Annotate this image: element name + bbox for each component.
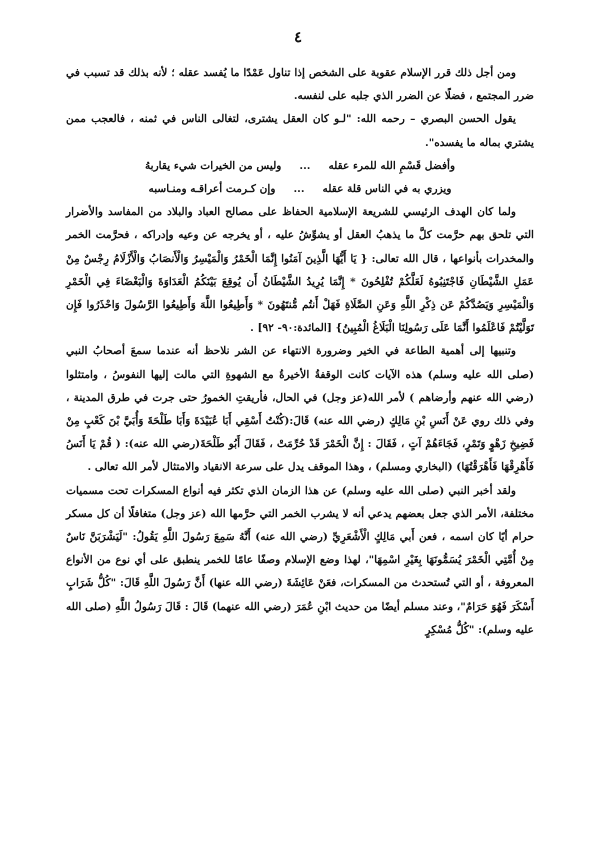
paragraph-quote: يقول الحسن البصري – رحمه الله: "لـو كان العقل يشترى، لتغالى الناس في ثمنه ، فالعجب ممن يشتري بماله ما يفسده". [66, 113, 534, 149]
verse-second-hemistich: وليس من الخيرات شيء يقاربهُ [144, 159, 282, 172]
page-body [66, 62, 534, 642]
page-number: ٤ [293, 28, 303, 46]
paragraph-intoxicants: ولقد أخبر النبي (صلى الله عليه وسلم) عن هذا الزمان الذي تكثر فيه أنواع المسكرات تحت مسميات مختلفة، الأمر الذي جعل بعضهم يدعي أنه لا يشرب الخمر التي حرَّمها الله (عز وجل) متغافلًا أن كل مسكر حرام أيًا كان اسمه ، فعن أَبي مَالِكٍ الْأَشْعَرِيِّ (رضي الله عنه) أَنَّهُ سَمِعَ رَسُولَ اللَّهِ يَقُولُ: "لَيَشْرَبَنَّ نَاسٌ مِنْ أُمَّتِي الْخَمْرَ يُسَمُّونَهَا بِغَيْرِ اسْمِهَا"، لهذا وضع الإسلام وصفًا عامًا للخمر ينطبق على أي نوع من الأنواع المعروفة ، أو التي تُستحدث من المسكرات، فعَنْ عَائِشَةَ (رضي الله عنها) أَنَّ رَسُولَ اللَّهِ قَالَ: "كُلُّ شَرَابٍ أَسْكَرَ فَهُوَ حَرَامٌ"، وعند مسلم أيضًا من حديث ابْنِ عُمَرَ (رضي الله عنهما) قَالَ : قَالَ رَسُولُ اللَّهِ (صلى الله عليه وسلم): "كُلُّ مُسْكِرٍ [66, 484, 534, 636]
poem-verses [66, 155, 534, 201]
verse-first-hemistich: وأفضل قَسْمِ الله للمرء عقله [328, 159, 456, 172]
paragraph-intro: ومن أجل ذلك قرر الإسلام عقوبة على الشخص إذا تناول عَمْدًا ما يُفسد عقله ؛ لأنه بذلك قد تسبب في ضرر المجتمع ، فضلًا عن الضرر الذي جلبه على لنفسه. [66, 67, 534, 103]
poem-verse-row [66, 178, 534, 201]
paragraph-obedience: وتنبيها إلى أهمية الطاعة في الخير وضرورة الانتهاء عن الشر نلاحظ أنه عندما سمعَ أصحابُ النبي (صلى الله عليه وسلم) هذه الآيات كانت الوقفةُ الأخيرةُ مع الشهوةِ التي مالت إليها النفوسُ ، وامتثلوا (رضي الله عنهم وأرضاهم ) لأمر الله(عز وجل) في الحال، فأريقتِ الخمورُ حتى جرت في طرق المدينة ، وفي ذلك روي عَنْ أَنَسِ بْنِ مَالِكٍ (رضي الله عنه) قَالَ:(كُنْتُ أَسْقِي أَبَا عُبَيْدَةَ وَأَبَا طَلْحَةَ وَأُبَيَّ بْنَ كَعْبٍ مِنْ فَضِيخِ زَهْوٍ وَتَمْرٍ، فَجَاءَهُمْ آتٍ ، فَقَالَ : إِنَّ الْخَمْرَ قَدْ حُرِّمَتْ ، فَقَالَ أَبُو طَلْحَةَ(رضي الله عنه): ( قُمْ يَا أَنَسُ فَأَهْرِقْهَا فَأَهْرَقْتُهَا) (البخاري ومسلم) ، وهذا الموقف يدل على سرعة الانقياد والامتثال لأمر الله تعالى . [66, 345, 534, 474]
verse-separator: ... [293, 183, 305, 196]
verse-first-hemistich: ويزري به في الناس قلة عقله [322, 183, 452, 196]
verse-second-hemistich: وإن كـرمت أعراقـه ومنـاسبه [148, 183, 276, 196]
verse-separator: ... [299, 159, 311, 172]
paragraph-sharia-purpose: ولما كان الهدف الرئيسي للشريعة الإسلامية الحفاظ على مصالح العباد والبلاد من المفاسد والأضرار التي تلحق بهم حرَّمت كلَّ ما يذهبُ العقل أو يشوِّشُ عليه ، أو يخرجه عن وعيه وإدراكه ، فحرَّمت الخمر والمخدرات بأنواعها ، قال الله تعالى: { يَا أَيُّهَا الَّذِينَ آمَنُوا إِنَّمَا الْخَمْرُ وَالْمَيْسِرُ وَالْأَنصَابُ وَالْأَزْلَامُ رِجْسٌ مِنْ عَمَلِ الشَّيْطَانِ فَاجْتَنِبُوهُ لَعَلَّكُمْ تُفْلِحُونَ * إِنَّمَا يُرِيدُ الشَّيْطَانُ أَن يُوقِعَ بَيْنَكُمُ الْعَدَاوَةَ وَالْبَغْضَاءَ فِي الْخَمْرِ وَالْمَيْسِرِ وَيَصُدَّكُمْ عَن ذِكْرِ اللَّهِ وَعَنِ الصَّلَاةِ فَهَلْ أَنتُم مُّنتَهُونَ * وَأَطِيعُوا اللَّهَ وَأَطِيعُوا الرَّسُولَ وَاحْذَرُوا فَإِن تَوَلَّيْتُمْ فَاعْلَمُوا أَنَّمَا عَلَى رَسُولِنَا الْبَلَاغُ الْمُبِينُ} [المائدة:٩٠- ٩٢] . [66, 206, 534, 335]
poem-verse-row [66, 155, 534, 178]
